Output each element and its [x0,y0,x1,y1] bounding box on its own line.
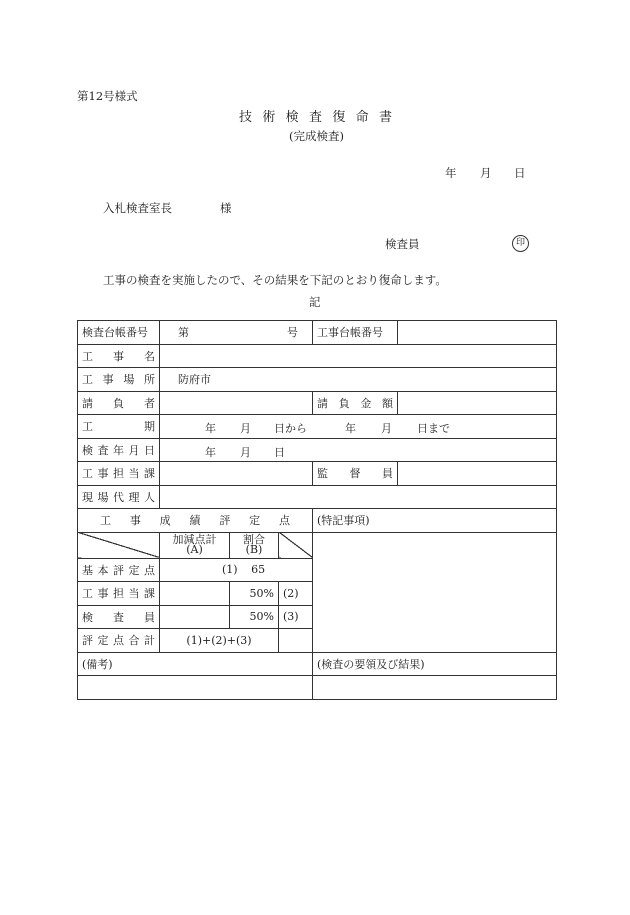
results-label: (検査の要領及び結果) [313,652,557,676]
construction-ledger-label: 工事台帳番号 [313,321,398,345]
form-number: 第12号様式 [77,89,138,103]
header-diagonal [78,532,160,558]
contract-amount-label: 請負金額 [313,391,398,415]
total-score-formula: (1)+(2)+(3) [160,629,279,653]
table-row [78,438,557,462]
construction-site-label: 工事場所 [78,368,160,392]
ki-heading: 記 [309,295,321,309]
special-notes-value[interactable] [313,532,557,652]
table-row [78,344,557,368]
results-value[interactable] [313,676,557,700]
addressee-honorific: 様 [220,201,232,215]
basic-score-value: (1) 65 [160,558,313,582]
remarks-label: (備考) [78,652,313,676]
table-row [78,368,557,392]
inspection-ledger-label: 検査台帳番号 [78,321,160,345]
header-diagonal-right [279,532,313,558]
table-row [78,676,557,700]
inspector-score-adjust[interactable] [160,605,230,629]
contractor-label: 請負者 [78,391,160,415]
construction-name-value[interactable] [160,344,557,368]
site-agent-label: 現場代理人 [78,485,160,509]
supervisor-label: 監督員 [313,462,398,486]
day-label: 日 [514,166,526,180]
adjustment-header: 加減点計 (A) [160,532,230,558]
table-row [78,321,557,345]
inspector-score-label: 検査員 [78,605,160,629]
year-label: 年 [445,166,457,180]
period-value[interactable]: 年 月 日から 年 月 日まで [160,415,557,439]
period-label: 工期 [78,415,160,439]
dept-score-adjust[interactable] [160,582,230,606]
document-subtitle: (完成検査) [289,129,344,143]
total-score-value[interactable] [279,629,313,653]
month-label: 月 [480,166,492,180]
inspection-date-value[interactable]: 年 月 日 [160,438,557,462]
inspection-ledger-value[interactable] [160,321,313,345]
addressee-name: 入札検査室長 [103,201,172,215]
construction-site-value[interactable]: 防府市 [160,368,557,392]
table-row [78,485,557,509]
table-row [78,415,557,439]
supervisor-value[interactable] [398,462,557,486]
table-row [78,391,557,415]
inspection-report-table [77,320,557,700]
dai-label: 第 [178,326,189,340]
contractor-value[interactable] [160,391,313,415]
site-agent-value[interactable] [160,485,557,509]
table-row [78,532,557,558]
construction-name-label: 工事名 [78,344,160,368]
department-label: 工事担当課 [78,462,160,486]
table-row [78,509,557,533]
go-label: 号 [287,326,299,340]
remarks-value[interactable] [78,676,313,700]
inspector-label: 検査員 [385,237,420,251]
dept-score-ratio: 50% [230,582,279,606]
dept-score-num: (2) [279,582,313,606]
basic-score-label: 基本評定点 [78,558,160,582]
seal-mark: 印 [512,235,529,252]
body-text: 工事の検査を実施したので、その結果を下記のとおり復命します。 [103,273,447,287]
special-notes-label: (特記事項) [313,509,557,533]
dept-score-label: 工事担当課 [78,582,160,606]
table-row [78,652,557,676]
inspector-score-ratio: 50% [230,605,279,629]
score-heading: 工事成績評定点 [78,509,313,533]
document-title: 技術検査復命書 [239,110,392,125]
table-row [78,462,557,486]
construction-ledger-value[interactable] [398,321,557,345]
ratio-header: 割合 (B) [230,532,279,558]
inspector-score-num: (3) [279,605,313,629]
inspection-date-label: 検査年月日 [78,438,160,462]
contract-amount-value[interactable] [398,391,557,415]
department-value[interactable] [160,462,313,486]
total-score-label: 評定点合計 [78,629,160,653]
